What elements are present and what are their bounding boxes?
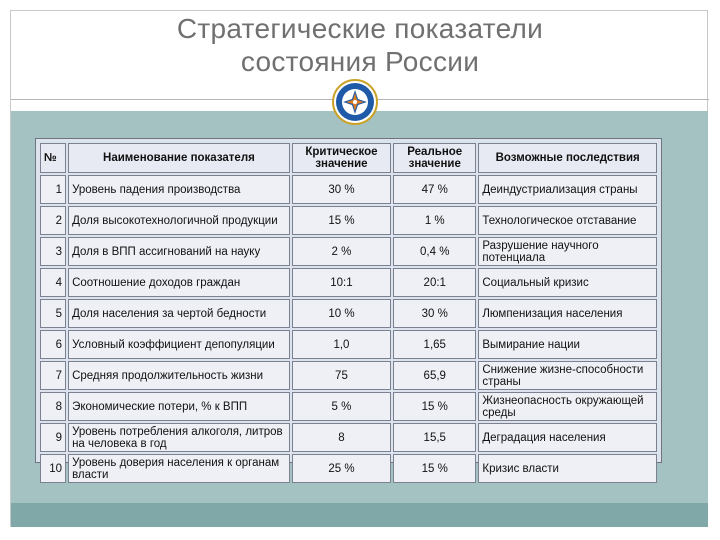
row-critical: 10:1: [292, 268, 391, 297]
emergency-ministry-emblem-icon: [328, 79, 382, 125]
table-row: [40, 237, 657, 266]
row-critical: 25 %: [292, 454, 391, 483]
row-num: 5: [40, 299, 66, 328]
row-name: Доля высокотехнологичной продукции: [68, 206, 290, 235]
row-name: Доля населения за чертой бедности: [68, 299, 290, 328]
slide-title-line-1: Стратегические показатели: [176, 13, 544, 44]
row-real: 0,4 %: [393, 237, 476, 266]
row-name: Условный коэффициент депопуляции: [68, 330, 290, 359]
table-row: [40, 454, 657, 483]
row-consequences: Снижение жизне-способности страны: [478, 361, 657, 390]
header-critical: Критическое значение: [292, 143, 391, 173]
row-num: 6: [40, 330, 66, 359]
row-num: 2: [40, 206, 66, 235]
table-row: [40, 392, 657, 421]
row-critical: 30 %: [292, 175, 391, 204]
row-consequences: Жизнеопасность окружающей среды: [478, 392, 657, 421]
table-header-row: [40, 143, 657, 173]
table-row: [40, 175, 657, 204]
header-num: №: [40, 143, 66, 173]
row-critical: 75: [292, 361, 391, 390]
row-critical: 1,0: [292, 330, 391, 359]
row-real: 65,9: [393, 361, 476, 390]
row-critical: 10 %: [292, 299, 391, 328]
table-row: [40, 206, 657, 235]
row-critical: 8: [292, 423, 391, 452]
row-name: Экономические потери, % к ВПП: [68, 392, 290, 421]
table-row: [40, 423, 657, 452]
row-real: 1 %: [393, 206, 476, 235]
row-real: 1,65: [393, 330, 476, 359]
row-real: 20:1: [393, 268, 476, 297]
table-row: [40, 330, 657, 359]
row-consequences: Социальный кризис: [478, 268, 657, 297]
row-consequences: Технологическое отставание: [478, 206, 657, 235]
row-consequences: Разрушение научного потенциала: [478, 237, 657, 266]
row-real: 15,5: [393, 423, 476, 452]
row-critical: 15 %: [292, 206, 391, 235]
row-name: Уровень потребления алкоголя, литров на человека в год: [68, 423, 290, 452]
row-consequences: Деиндустриализация страны: [478, 175, 657, 204]
footer-bar: [11, 503, 708, 527]
row-critical: 5 %: [292, 392, 391, 421]
row-num: 9: [40, 423, 66, 452]
row-num: 3: [40, 237, 66, 266]
row-consequences: Вымирание нации: [478, 330, 657, 359]
table-row: [40, 299, 657, 328]
row-name: Соотношение доходов граждан: [68, 268, 290, 297]
row-real: 30 %: [393, 299, 476, 328]
indicators-table: [38, 141, 659, 485]
row-real: 15 %: [393, 392, 476, 421]
indicators-table-frame: [35, 138, 662, 481]
row-name: Доля в ВПП ассигнований на науку: [68, 237, 290, 266]
row-real: 15 %: [393, 454, 476, 483]
row-num: 7: [40, 361, 66, 390]
row-real: 47 %: [393, 175, 476, 204]
row-num: 8: [40, 392, 66, 421]
slide-title-line-2: состояния России: [240, 46, 480, 77]
slide-title: [0, 12, 720, 78]
row-consequences: Люмпенизация населения: [478, 299, 657, 328]
row-name: Средняя продолжительность жизни: [68, 361, 290, 390]
header-real: Реальное значение: [393, 143, 476, 173]
table-row: [40, 268, 657, 297]
row-consequences: Кризис власти: [478, 454, 657, 483]
table-row: [40, 361, 657, 390]
header-consequences: Возможные последствия: [478, 143, 657, 173]
row-name: Уровень доверия населения к органам власти: [68, 454, 290, 483]
row-consequences: Деградация населения: [478, 423, 657, 452]
row-num: 10: [40, 454, 66, 483]
row-num: 1: [40, 175, 66, 204]
row-critical: 2 %: [292, 237, 391, 266]
header-name: Наименование показателя: [68, 143, 290, 173]
row-name: Уровень падения производства: [68, 175, 290, 204]
row-num: 4: [40, 268, 66, 297]
